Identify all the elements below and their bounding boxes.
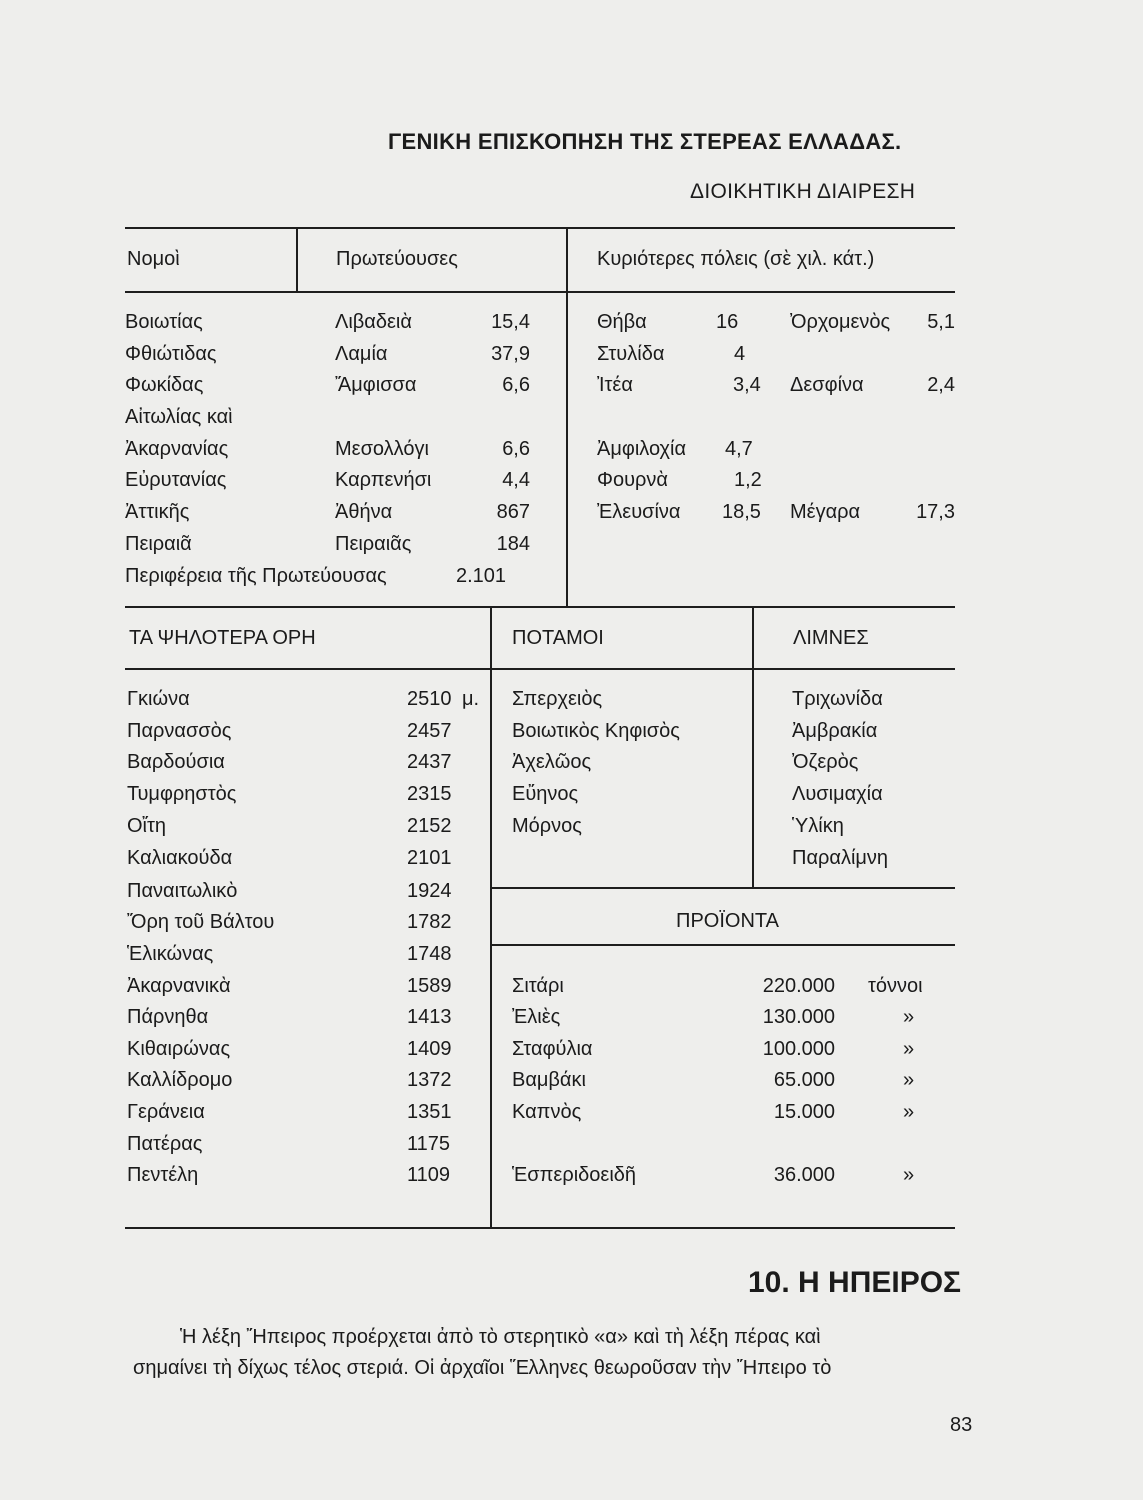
capital-name: Λαμία [335, 343, 388, 365]
mountain-height: 1409 [407, 1038, 452, 1060]
table-col-divider-2 [566, 227, 568, 607]
col-header-cities: Κυριότερες πόλεις (σὲ χιλ. κάτ.) [597, 248, 875, 270]
section-subtitle: ΔΙΟΙΚΗΤΙΚΗ ΔΙΑΙΡΕΣΗ [690, 180, 916, 203]
mountain-height: 1372 [407, 1069, 452, 1091]
ditto-mark: » [903, 1038, 915, 1060]
col-header-capitals: Πρωτεύουσες [336, 248, 458, 270]
lower-table-header-rule [125, 668, 955, 670]
product-tons: 15.000 [773, 1101, 835, 1123]
city-name: Ἰτέα [597, 374, 633, 396]
city-population-2: 5,1 [927, 311, 955, 333]
city-name: Ἐλευσίνα [597, 501, 681, 523]
mountain-height: 2437 [407, 751, 452, 773]
capital-name: Καρπενήσι [335, 469, 432, 491]
capital-name: Μεσολλόγι [335, 438, 429, 460]
capital-population: 15,4 [491, 311, 530, 333]
lower-table-bottom-rule [125, 1227, 955, 1229]
capital-population: 6,6 [502, 438, 530, 460]
table-top-rule [125, 227, 955, 229]
products-header-rule [490, 944, 955, 946]
river-name: Βοιωτικὸς Κηφισὸς [512, 720, 680, 742]
mountain-name: Καλλίδρομο [127, 1069, 233, 1091]
ditto-mark: » [903, 1164, 915, 1186]
ditto-mark: » [903, 1006, 915, 1028]
product-name: Ἑσπεριδοειδῆ [512, 1164, 637, 1186]
lake-name: Λυσιμαχία [792, 783, 883, 805]
city-name: Στυλίδα [597, 343, 665, 365]
lake-name: Ἀμβρακία [792, 720, 878, 742]
mountain-height: 1748 [407, 943, 452, 965]
lake-name: Ὑλίκη [792, 815, 844, 837]
mountain-name: Παρνασσὸς [127, 720, 232, 742]
mountain-height: 2457 [407, 720, 452, 742]
city-name: Φουρνὰ [597, 469, 668, 491]
mountain-height: 1109 [407, 1164, 451, 1186]
lake-name: Παραλίμνη [792, 847, 889, 869]
mountain-height: 1589 [407, 975, 452, 997]
mountain-name: Παναιτωλικὸ [127, 880, 238, 902]
city-population: 4,7 [725, 438, 753, 460]
lake-name: Ὀζερὸς [792, 751, 859, 773]
prefecture-name: Φθιώτιδας [125, 343, 217, 365]
capital-name: Ἄμφισσα [335, 374, 417, 396]
mountain-height: 1782 [407, 911, 452, 933]
mountain-name: Καλιακούδα [127, 847, 233, 869]
table-col-divider-1 [296, 227, 298, 292]
capital-population: 867 [496, 501, 530, 523]
city-population-2: 2,4 [927, 374, 955, 396]
mountain-name: Πατέρας [127, 1133, 203, 1155]
mountain-name: Ὄρη τοῦ Βάλτου [127, 911, 275, 933]
product-name: Ἐλιὲς [512, 1006, 561, 1028]
mountain-height: 2152 [407, 815, 452, 837]
mountain-name: Γεράνεια [127, 1101, 205, 1123]
mountain-name: Βαρδούσια [127, 751, 225, 773]
prefecture-name: Ἀκαρνανίας [125, 438, 229, 460]
city-population: 1,2 [734, 469, 762, 491]
lake-name: Τριχωνίδα [792, 688, 883, 710]
product-name: Καπνὸς [512, 1101, 582, 1123]
prefecture-name: Εὐρυτανίας [125, 469, 227, 491]
city-name: Ἀμφιλοχία [597, 438, 687, 460]
mountain-name: Πεντέλη [127, 1164, 199, 1186]
product-tons: 36.000 [773, 1164, 835, 1186]
river-name: Σπερχειὸς [512, 688, 603, 710]
city-population: 16 [716, 311, 739, 333]
prefecture-name: Ἀττικῆς [125, 501, 190, 523]
mountain-height: 2101 [407, 847, 452, 869]
chapter-text-line-1: Ἡ λέξη Ἤπειρος προέρχεται ἀπὸ τὸ στερητικὸ «α» καὶ τὴ λέξη πέρας καὶ [180, 1326, 821, 1348]
capital-name: Λιβαδειὰ [335, 311, 412, 333]
city-population: 18,5 [722, 501, 761, 523]
lower-table-divider-lakes [752, 606, 754, 888]
mountain-name: Τυμφρηστὸς [127, 783, 237, 805]
product-name: Βαμβάκι [512, 1069, 586, 1091]
river-name: Μόρνος [512, 815, 582, 837]
city-population: 4 [734, 343, 746, 365]
chapter-text-line-2: σημαίνει τὴ δίχως τέλος στεριά. Οἱ ἀρχαῖοι Ἕλληνες θεωροῦσαν τὴν Ἤπειρο τὸ [133, 1357, 832, 1379]
product-tons: 65.000 [773, 1069, 835, 1091]
mountain-height: 1175 [407, 1133, 451, 1155]
mountain-height: 1413 [407, 1006, 452, 1028]
periphery-label: Περιφέρεια τῆς Πρωτεύουσας [125, 565, 387, 587]
rivers-header: ΠΟΤΑΜΟΙ [512, 627, 604, 649]
product-name: Σταφύλια [512, 1038, 593, 1060]
capital-population: 4,4 [502, 469, 530, 491]
lower-table-top-rule [125, 606, 955, 608]
page-title: ΓΕΝΙΚΗ ΕΠΙΣΚΟΠΗΣΗ ΤΗΣ ΣΤΕΡΕΑΣ ΕΛΛΑΔΑΣ. [388, 129, 902, 154]
lower-table-divider-main [490, 606, 492, 1228]
capital-name: Ἀθήνα [335, 501, 393, 523]
city-population: 3,4 [733, 374, 761, 396]
capital-population: 6,6 [502, 374, 530, 396]
prefecture-name: Φωκίδας [125, 374, 204, 396]
mountain-name: Κιθαιρώνας [127, 1038, 231, 1060]
mountain-name: Ἀκαρνανικὰ [127, 975, 231, 997]
capital-name: Πειραιᾶς [335, 533, 412, 555]
mountain-name: Πάρνηθα [127, 1006, 209, 1028]
product-tons: 130.000 [762, 1006, 835, 1028]
periphery-value: 2.101 [456, 565, 507, 587]
col-header-prefectures: Νομοὶ [127, 248, 180, 270]
page-number: 83 [950, 1414, 973, 1436]
river-name: Ἀχελῶος [512, 751, 592, 773]
city-name-2: Δεσφίνα [790, 374, 864, 396]
lakes-header: ΛΙΜΝΕΣ [793, 627, 869, 649]
mountain-name: Ἑλικώνας [127, 943, 214, 965]
prefecture-name: Πειραιᾶ [125, 533, 192, 555]
products-top-rule [490, 887, 955, 889]
products-header: ΠΡΟΪΟΝΤΑ [676, 910, 779, 932]
prefecture-name: Αἰτωλίας καὶ [125, 406, 233, 428]
table-header-rule [125, 291, 955, 293]
mountain-height: 1924 [407, 880, 452, 902]
city-name-2: Μέγαρα [790, 501, 861, 523]
height-unit: μ. [462, 688, 480, 710]
chapter-title: 10. Η ΗΠΕΙΡΟΣ [748, 1266, 962, 1299]
ditto-mark: » [903, 1069, 915, 1091]
capital-population: 184 [496, 533, 530, 555]
river-name: Εὔηνος [512, 783, 579, 805]
mountain-height: 1351 [407, 1101, 452, 1123]
product-name: Σιτάρι [512, 975, 564, 997]
city-name: Θήβα [597, 311, 647, 333]
city-name-2: Ὀρχομενὸς [790, 311, 891, 333]
prefecture-name: Βοιωτίας [125, 311, 203, 333]
capital-population: 37,9 [491, 343, 530, 365]
ditto-mark: » [903, 1101, 915, 1123]
mountains-header: ΤΑ ΨΗΛΟΤΕΡΑ ΟΡΗ [129, 627, 316, 649]
mountain-name: Γκιώνα [127, 688, 190, 710]
product-tons: 100.000 [762, 1038, 835, 1060]
tons-unit: τόννοι [868, 975, 923, 997]
product-tons: 220.000 [762, 975, 835, 997]
city-population-2: 17,3 [916, 501, 955, 523]
mountain-name: Οἴτη [127, 815, 167, 837]
mountain-height: 2315 [407, 783, 452, 805]
mountain-height: 2510 [407, 688, 452, 710]
